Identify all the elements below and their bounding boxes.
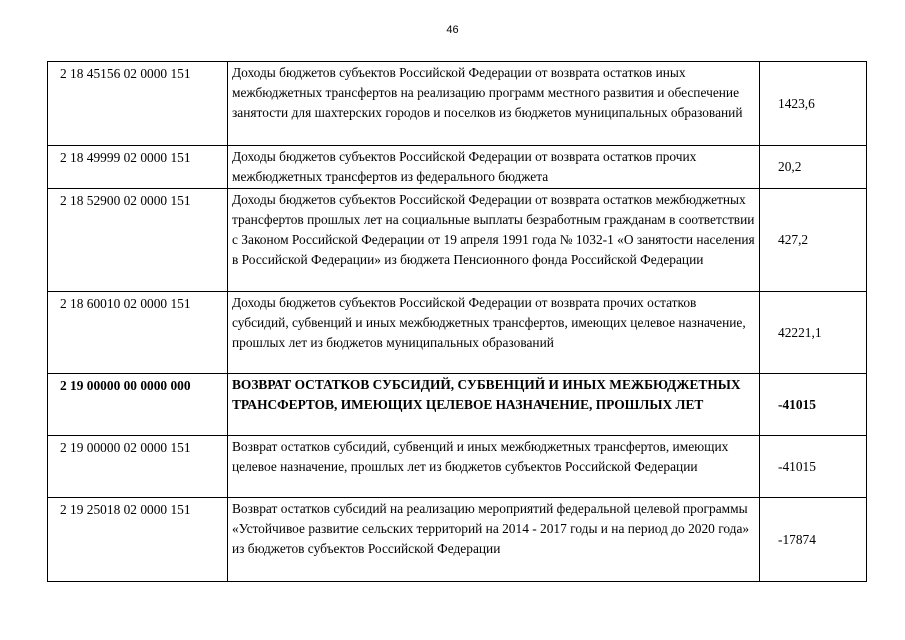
row-code: 2 18 49999 02 0000 151 [48, 146, 228, 189]
table-row [48, 146, 867, 189]
table-row [48, 292, 867, 374]
row-description: Возврат остатков субсидий на реализацию мероприятий федеральной целевой программы «Устойчивое развитие сельских территорий на 2014 - 2017 годы и на период до 2020 года» из бюджетов субъектов Российской Федерации [228, 498, 760, 582]
page-number: 46 [446, 24, 459, 36]
table-row [48, 189, 867, 292]
row-code: 2 18 52900 02 0000 151 [48, 189, 228, 292]
row-amount: -41015 [760, 436, 867, 498]
row-amount: -41015 [760, 374, 867, 436]
row-code: 2 19 00000 02 0000 151 [48, 436, 228, 498]
table-row [48, 498, 867, 582]
row-amount: 20,2 [760, 146, 867, 189]
table-row-section-header [48, 374, 867, 436]
row-code: 2 19 25018 02 0000 151 [48, 498, 228, 582]
row-code: 2 18 60010 02 0000 151 [48, 292, 228, 374]
row-description: Доходы бюджетов субъектов Российской Федерации от возврата остатков межбюджетных трансфертов прошлых лет на социальные выплаты безработным гражданам в соответствии с Законом Российской Федерации от 19 апреля 1991 года № 1032-1 «О занятости населения в Российской Федерации» из бюджета Пенсионного фонда Российской Федерации [228, 189, 760, 292]
row-amount: 1423,6 [760, 62, 867, 146]
row-amount: 427,2 [760, 189, 867, 292]
row-code: 2 19 00000 00 0000 000 [48, 374, 228, 436]
table-row [48, 62, 867, 146]
row-code: 2 18 45156 02 0000 151 [48, 62, 228, 146]
row-description: Возврат остатков субсидий, субвенций и иных межбюджетных трансфертов, имеющих целевое назначение, прошлых лет из бюджетов субъектов Российской Федерации [228, 436, 760, 498]
row-amount: 42221,1 [760, 292, 867, 374]
row-description: Доходы бюджетов субъектов Российской Федерации от возврата прочих остатков субсидий, субвенций и иных межбюджетных трансфертов, имеющих целевое назначение, прошлых лет из бюджетов муниципальных образований [228, 292, 760, 374]
row-amount: -17874 [760, 498, 867, 582]
row-description: Доходы бюджетов субъектов Российской Федерации от возврата остатков прочих межбюджетных трансфертов из федерального бюджета [228, 146, 760, 189]
row-description: Доходы бюджетов субъектов Российской Федерации от возврата остатков иных межбюджетных трансфертов на реализацию программ местного развития и обеспечение занятости для шахтерских городов и поселков из бюджетов муниципальных образований [228, 62, 760, 146]
budget-classification-table [47, 61, 867, 582]
row-description: ВОЗВРАТ ОСТАТКОВ СУБСИДИЙ, СУБВЕНЦИЙ И ИНЫХ МЕЖБЮДЖЕТНЫХ ТРАНСФЕРТОВ, ИМЕЮЩИХ ЦЕЛЕВОЕ НАЗНАЧЕНИЕ, ПРОШЛЫХ ЛЕТ [228, 374, 760, 436]
table-row [48, 436, 867, 498]
